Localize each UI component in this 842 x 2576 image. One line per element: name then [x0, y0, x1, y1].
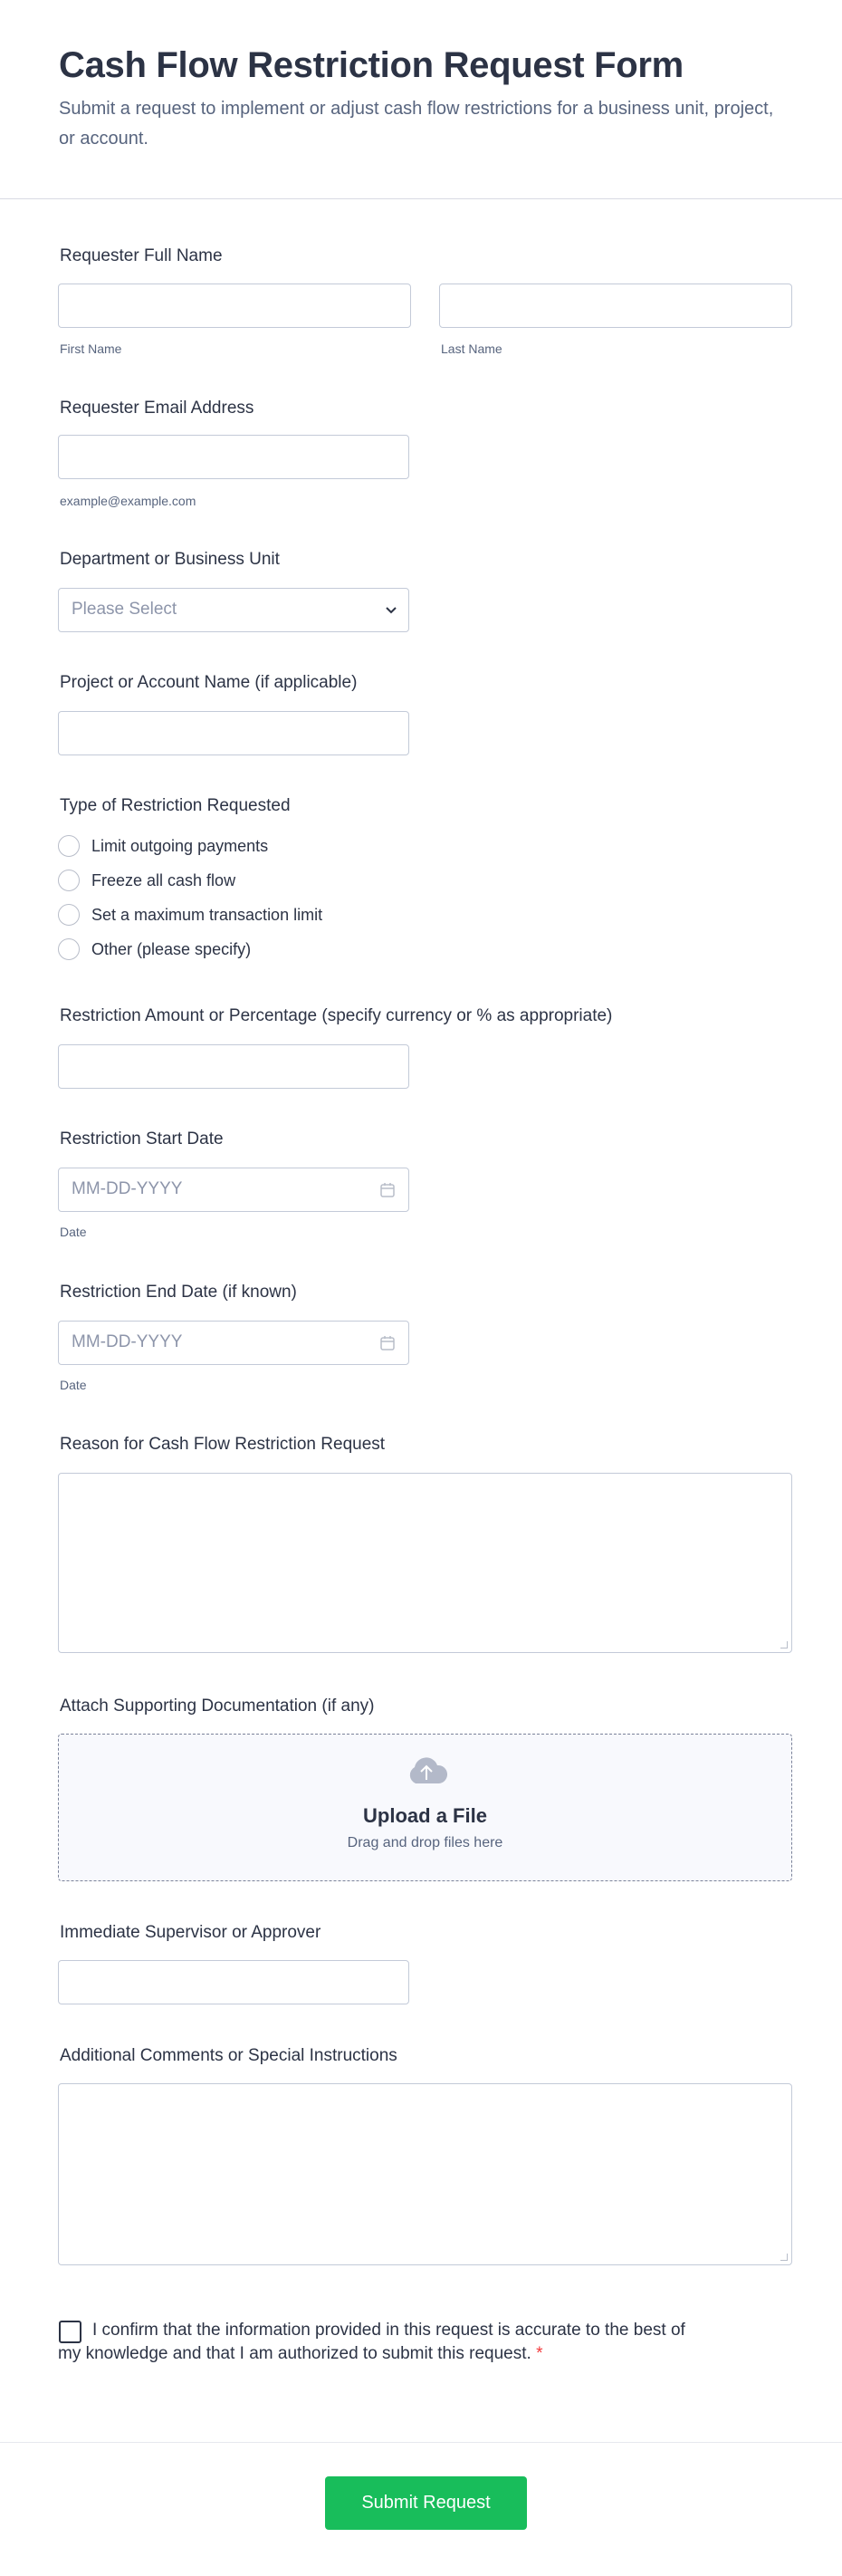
confirm-text [58, 2319, 710, 2366]
email-sublabel: example@example.com [60, 494, 196, 508]
start-date-label: Restriction Start Date [60, 1129, 224, 1149]
calendar-icon[interactable] [379, 1182, 396, 1198]
start-date-placeholder: MM-DD-YYYY [72, 1179, 183, 1198]
calendar-icon[interactable] [379, 1335, 396, 1351]
email-input[interactable] [58, 435, 409, 479]
reason-textarea[interactable] [58, 1473, 792, 1653]
resize-handle-icon[interactable] [780, 1641, 788, 1648]
first-name-input[interactable] [58, 284, 411, 328]
radio-label: Other (please specify) [91, 940, 252, 958]
upload-hint: Drag and drop files here [347, 1835, 503, 1850]
required-mark: * [536, 2344, 543, 2363]
email-label: Requester Email Address [60, 399, 254, 418]
radio-limit-outgoing[interactable] [58, 835, 80, 857]
footer-divider [0, 2442, 842, 2443]
supervisor-input[interactable] [58, 1960, 409, 2004]
last-name-sublabel: Last Name [441, 341, 502, 356]
radio-freeze-all[interactable] [58, 870, 80, 891]
first-name-sublabel: First Name [60, 341, 122, 356]
end-date-label: Restriction End Date (if known) [60, 1283, 297, 1302]
chevron-down-icon [385, 605, 397, 616]
radio-label: Freeze all cash flow [91, 871, 236, 889]
project-input[interactable] [58, 711, 409, 755]
end-date-placeholder: MM-DD-YYYY [72, 1332, 183, 1351]
amount-label: Restriction Amount or Percentage (specify currency or % as appropriate) [60, 1006, 613, 1025]
last-name-input[interactable] [439, 284, 792, 328]
file-upload-dropzone[interactable] [58, 1734, 792, 1881]
project-label: Project or Account Name (if applicable) [60, 673, 358, 692]
radio-label: Set a maximum transaction limit [91, 906, 323, 924]
comments-textarea[interactable] [58, 2083, 792, 2265]
start-date-input[interactable] [58, 1168, 409, 1212]
full-name-label: Requester Full Name [60, 246, 223, 265]
amount-input[interactable] [58, 1044, 409, 1089]
attachment-label: Attach Supporting Documentation (if any) [60, 1697, 375, 1716]
radio-max-transaction[interactable] [58, 904, 80, 926]
radio-label: Limit outgoing payments [91, 837, 269, 855]
submit-button[interactable]: Submit Request [325, 2476, 527, 2530]
department-label: Department or Business Unit [60, 550, 280, 569]
resize-handle-icon[interactable] [780, 2254, 788, 2261]
department-placeholder: Please Select [72, 600, 177, 619]
restriction-type-label: Type of Restriction Requested [60, 796, 291, 815]
page-subtitle: Submit a request to implement or adjust cash flow restrictions for a business unit, project, or account. [59, 99, 774, 149]
end-date-sublabel: Date [60, 1378, 87, 1392]
radio-other[interactable] [58, 938, 80, 960]
supervisor-label: Immediate Supervisor or Approver [60, 1923, 321, 1942]
upload-title: Upload a File [363, 1804, 487, 1827]
header-divider [0, 198, 842, 199]
comments-label: Additional Comments or Special Instructions [60, 2046, 397, 2065]
confirm-label: I confirm that the information provided in this request is accurate to the best of my knowledge and that I am authorized to submit this request. [58, 2321, 685, 2363]
page-title: Cash Flow Restriction Request Form [59, 45, 684, 85]
cloud-upload-icon [405, 1756, 448, 1785]
department-select[interactable] [58, 588, 409, 632]
start-date-sublabel: Date [60, 1225, 87, 1239]
end-date-input[interactable] [58, 1321, 409, 1365]
reason-label: Reason for Cash Flow Restriction Request [60, 1435, 386, 1454]
